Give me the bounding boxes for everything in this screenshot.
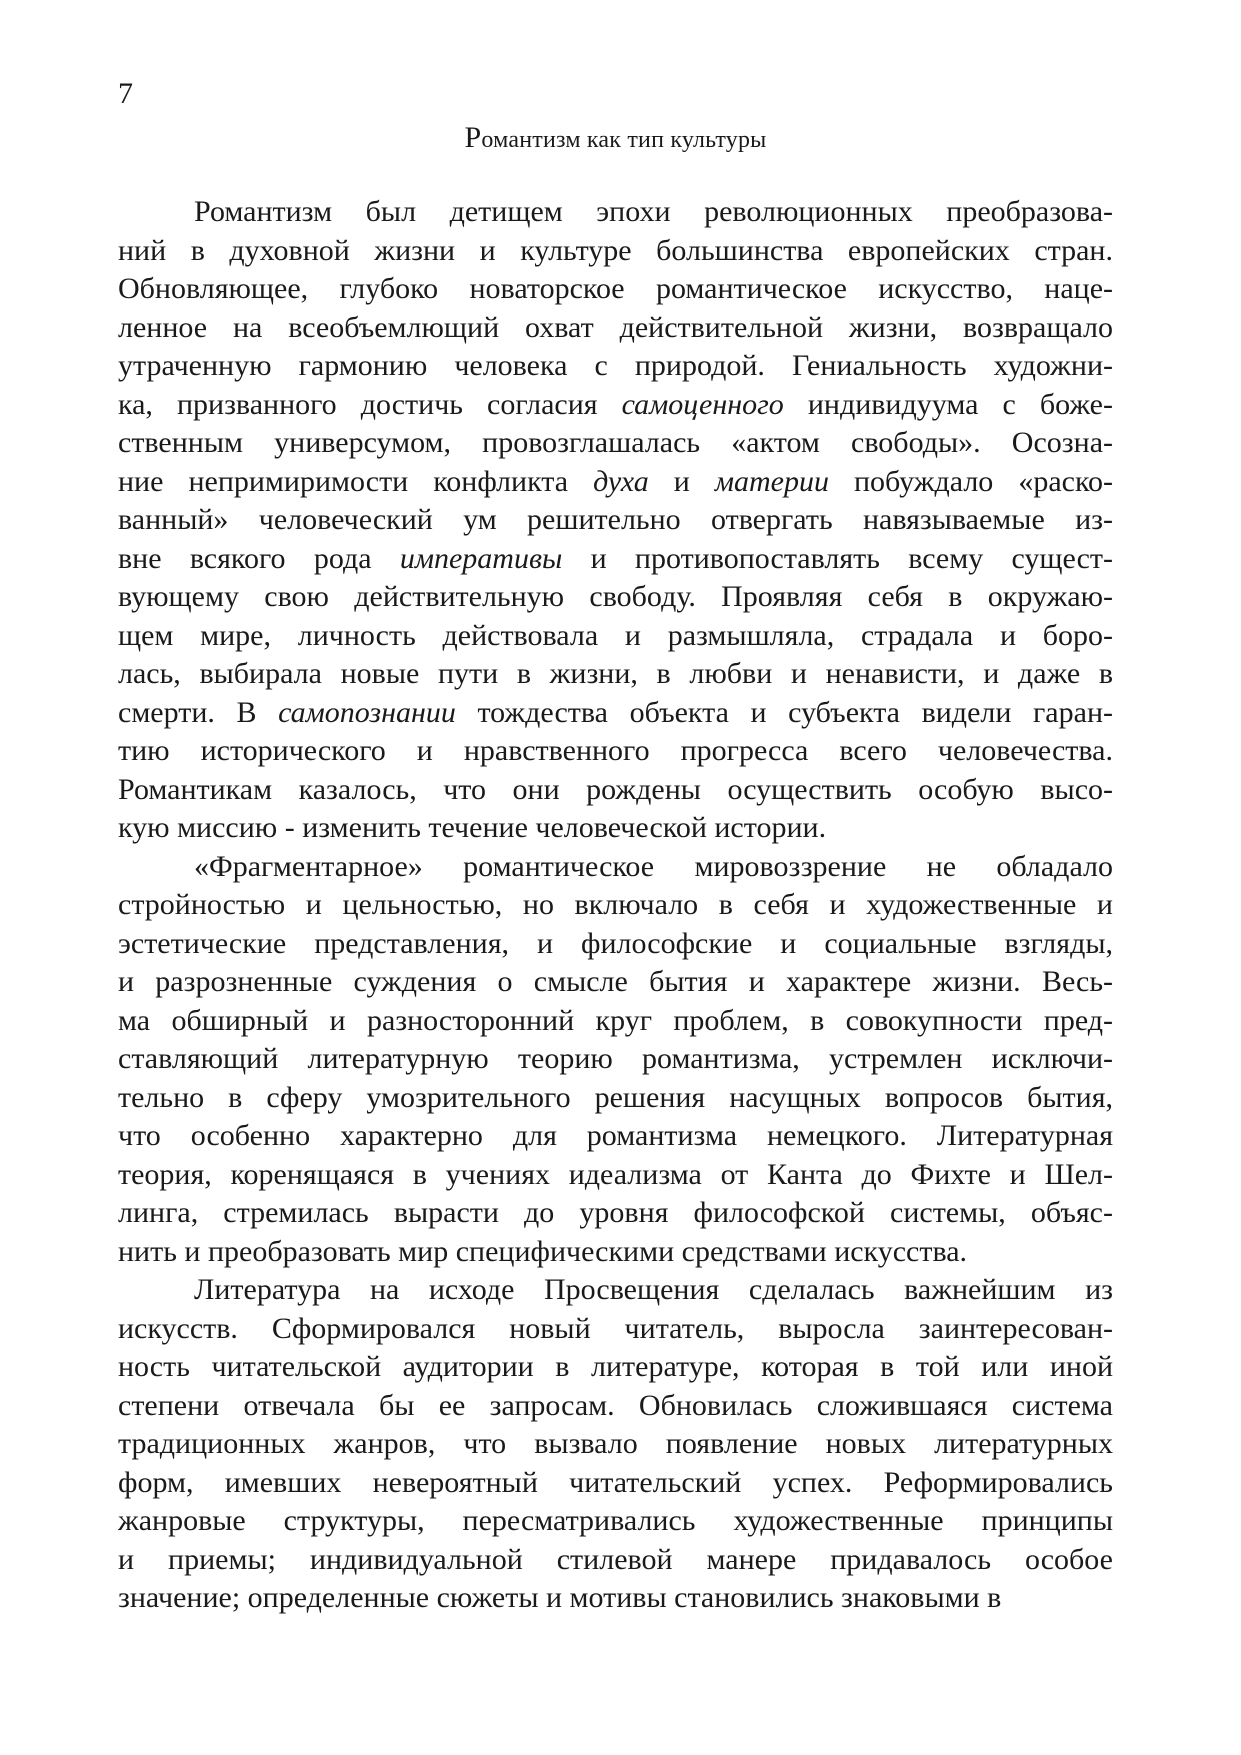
text-line xyxy=(118,1425,1113,1464)
text-segment: и разрозненные суждения о смысле бытия и характере жизни. Весь- xyxy=(118,965,1113,998)
chapter-title xyxy=(118,118,1113,160)
chapter-title-rest: омантизм как тип культуры xyxy=(481,127,767,153)
text-line xyxy=(118,1541,1113,1580)
text-segment: кую миссию - изменить течение человеческой истории. xyxy=(118,811,827,844)
text-line xyxy=(118,1502,1113,1541)
text-line xyxy=(118,1194,1113,1233)
chapter-title-initial: Р xyxy=(464,121,482,154)
text-line xyxy=(118,848,1113,887)
text-line xyxy=(118,1271,1113,1310)
text-line xyxy=(118,809,1113,848)
text-line xyxy=(118,270,1113,309)
text-segment: теория, коренящаяся в учениях идеализма от Канта до Фихте и Шел- xyxy=(118,1157,1113,1191)
italic-term: материи xyxy=(714,464,829,498)
text-line xyxy=(118,1233,1113,1272)
text-line xyxy=(118,694,1113,733)
text-segment: ленное на всеобъемлющий охват действительной жизни, возвращало xyxy=(118,310,1113,344)
text-segment: смерти. В xyxy=(118,695,279,729)
text-line xyxy=(118,1002,1113,1041)
text-line xyxy=(118,886,1113,925)
text-line xyxy=(118,1117,1113,1156)
text-segment: степени отвечала бы ее запросам. Обновилась сложившаяся система xyxy=(118,1388,1113,1422)
body-text xyxy=(118,193,1113,1618)
text-line xyxy=(118,232,1113,271)
text-segment: нить и преобразовать мир специфическими средствами искусства. xyxy=(118,1234,968,1268)
text-line xyxy=(118,347,1113,386)
paragraph xyxy=(118,193,1113,848)
text-segment: щем мире, личность действовала и размышляла, страдала и боро- xyxy=(118,618,1113,652)
text-line xyxy=(118,617,1113,656)
italic-term: императивы xyxy=(399,541,563,575)
text-segment: Литература на исходе Просвещения сделалась важнейшим из xyxy=(194,1273,1113,1306)
text-segment: Романтизм был детищем эпохи революционных преобразова- xyxy=(194,195,1113,228)
text-segment: вующему свою действительную свободу. Проявляя себя в окружаю- xyxy=(118,580,1113,613)
text-line xyxy=(118,1387,1113,1426)
text-segment: тию исторического и нравственного прогресса всего человечества. xyxy=(118,734,1113,767)
text-segment: эстетические представления, и философские и социальные взгляды, xyxy=(118,926,1113,960)
text-segment: Обновляющее, глубоко новаторское романтическое искусство, наце- xyxy=(118,272,1113,305)
text-line xyxy=(118,424,1113,463)
italic-term: самоценного xyxy=(621,387,784,421)
text-line xyxy=(118,771,1113,810)
text-segment: линга, стремилась вырасти до уровня философской системы, объяс- xyxy=(118,1196,1113,1229)
text-segment: ственным универсумом, провозглашалась «актом свободы». Осозна- xyxy=(118,426,1113,459)
text-line xyxy=(118,1040,1113,1079)
text-line xyxy=(118,963,1113,1002)
text-segment: тождества объекта и субъекта видели гаран- xyxy=(455,695,1113,729)
text-segment: ний в духовной жизни и культуре большинства европейских стран. xyxy=(118,233,1113,267)
text-segment: «Фрагментарное» романтическое мировоззрение не обладало xyxy=(194,849,1113,883)
text-line xyxy=(118,1310,1113,1349)
page-number: 7 xyxy=(118,77,133,110)
text-segment: что особенно характерно для романтизма немецкого. Литературная xyxy=(118,1119,1113,1152)
text-line xyxy=(118,1079,1113,1118)
text-segment: традиционных жанров, что вызвало появление новых литературных xyxy=(118,1427,1113,1460)
text-segment: ма обширный и разносторонний круг проблем, в совокупности пред- xyxy=(118,1003,1113,1037)
text-segment: ние непримиримости конфликта xyxy=(118,464,594,498)
text-segment: и xyxy=(648,464,715,498)
text-segment: и приемы; индивидуальной стилевой манере придавалось особое xyxy=(118,1542,1113,1576)
text-line xyxy=(118,386,1113,425)
text-segment: ность читательской аудитории в литературе, которая в той или иной xyxy=(118,1350,1113,1383)
text-segment: искусств. Сформировался новый читатель, выросла заинтересован- xyxy=(118,1311,1113,1345)
text-line xyxy=(118,578,1113,617)
text-segment: Романтикам казалось, что они рождены осуществить особую высо- xyxy=(118,772,1113,806)
text-line xyxy=(118,1348,1113,1387)
text-line xyxy=(118,1464,1113,1503)
text-segment: жанровые структуры, пересматривались художественные принципы xyxy=(118,1504,1113,1537)
text-line xyxy=(118,655,1113,694)
text-segment: и противопоставлять всему сущест- xyxy=(562,541,1113,575)
text-segment: вне всякого рода xyxy=(118,541,400,575)
text-segment: ванный» человеческий ум решительно отвергать навязываемые из- xyxy=(118,503,1113,536)
paragraph xyxy=(118,848,1113,1272)
text-segment: форм, имевших невероятный читательский успех. Реформировались xyxy=(118,1465,1113,1499)
text-line xyxy=(118,925,1113,964)
text-segment: ка, призванного достичь согласия xyxy=(118,387,622,421)
italic-term: самопознании xyxy=(278,695,456,729)
text-line xyxy=(118,732,1113,771)
paragraph xyxy=(118,1271,1113,1618)
text-segment: индивидуума с боже- xyxy=(783,387,1113,421)
text-segment: значение; определенные сюжеты и мотивы становились знаковыми в xyxy=(118,1581,1002,1614)
text-line xyxy=(118,540,1113,579)
text-segment: стройностью и цельностью, но включало в себя и художественные и xyxy=(118,888,1113,921)
text-segment: тельно в сферу умозрительного решения насущных вопросов бытия, xyxy=(118,1080,1113,1114)
text-segment: побуждало «раско- xyxy=(828,464,1113,498)
text-line xyxy=(118,309,1113,348)
text-line xyxy=(118,501,1113,540)
italic-term: духа xyxy=(593,464,649,498)
text-line xyxy=(118,193,1113,232)
text-segment: лась, выбирала новые пути в жизни, в любви и ненависти, и даже в xyxy=(118,657,1113,690)
text-line xyxy=(118,1579,1113,1618)
text-line xyxy=(118,463,1113,502)
text-line xyxy=(118,1156,1113,1195)
text-segment: ставляющий литературную теорию романтизма, устремлен исключи- xyxy=(118,1042,1113,1075)
text-segment: утраченную гармонию человека с природой. Гениальность художни- xyxy=(118,349,1113,382)
